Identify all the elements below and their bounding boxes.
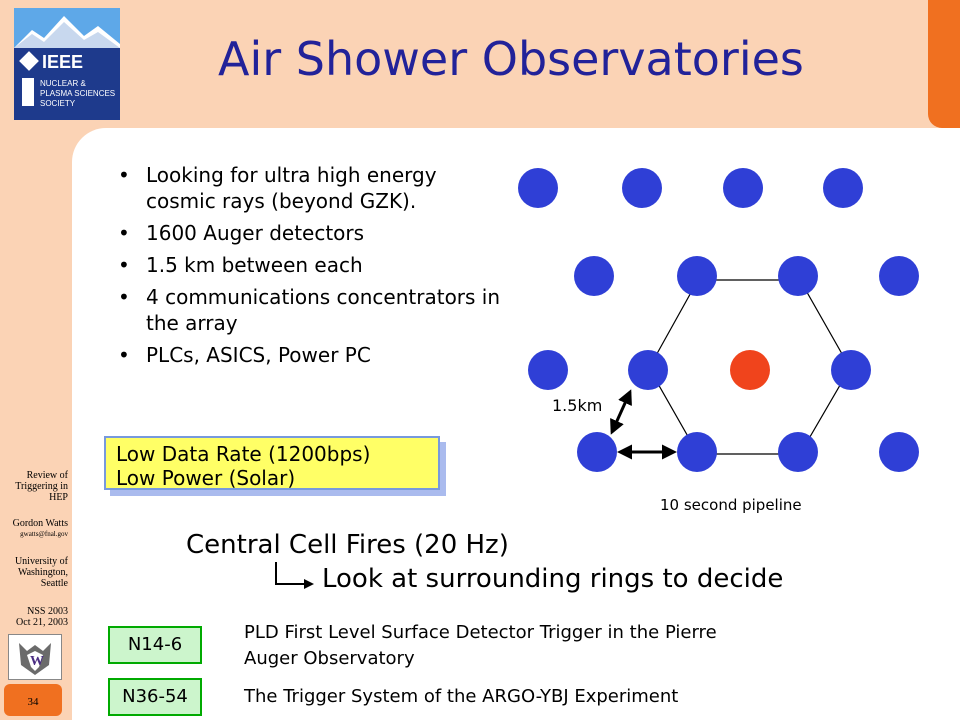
institution-line: University of [14, 556, 68, 567]
detector-node [577, 432, 617, 472]
conference-name: NSS 2003 [27, 606, 68, 617]
detector-node [778, 256, 818, 296]
bullet-item: • Looking for ultra high energy cosmic rays (beyond GZK). [112, 162, 502, 214]
reference-title-line: Auger Observatory [244, 648, 415, 669]
svg-text:W: W [30, 654, 44, 669]
callout-line: Low Power (Solar) [116, 466, 296, 490]
detector-node [879, 432, 919, 472]
detector-node [622, 168, 662, 208]
central-detector-node [730, 350, 770, 390]
bullet-item: • PLCs, ASICS, Power PC [112, 342, 502, 368]
author-name: Gordon Watts [12, 518, 68, 529]
detector-node [677, 432, 717, 472]
callout-line: Low Data Rate (1200bps) [116, 442, 371, 466]
reference-title [244, 620, 717, 672]
sidebar-line: Review of [26, 470, 68, 481]
svg-text:SOCIETY: SOCIETY [40, 99, 76, 108]
reference-title-line: PLD First Level Surface Detector Trigger in the Pierre [244, 622, 717, 643]
detector-node [518, 168, 558, 208]
reference-title-line: The Trigger System of the ARGO-YBJ Experiment [244, 686, 679, 707]
detector-node [628, 350, 668, 390]
reference-badge: N14-6 [108, 626, 202, 664]
reference-badge: N36-54 [108, 678, 202, 716]
detector-node [823, 168, 863, 208]
central-cell-text: Central Cell Fires (20 Hz) [186, 530, 509, 560]
trigger-flow-arrow [276, 562, 312, 584]
institution-line: Washington, [17, 567, 68, 578]
reference-title [244, 684, 678, 710]
slide-title: Air Shower Observatories [218, 32, 804, 86]
institution-line: Seattle [40, 578, 68, 589]
sidebar-line: Triggering in [15, 481, 68, 492]
surrounding-rings-text: Look at surrounding rings to decide [322, 564, 784, 594]
bullet-item: • 4 communications concentrators in the array [112, 284, 502, 336]
author-email: gwatts@fnal.gov [20, 530, 68, 538]
sidebar-line: HEP [49, 492, 68, 503]
svg-text:PLASMA SCIENCES: PLASMA SCIENCES [40, 89, 116, 98]
svg-text:IEEE: IEEE [42, 52, 84, 72]
detector-node [528, 350, 568, 390]
detector-node [778, 432, 818, 472]
distance-label: 1.5km [552, 396, 603, 415]
slide-number: 34 [4, 684, 62, 716]
bullet-item: • 1.5 km between each [112, 252, 502, 278]
detector-node [879, 256, 919, 296]
detector-node [677, 256, 717, 296]
conference-date: Oct 21, 2003 [16, 617, 68, 628]
diagonal-distance-arrow [612, 392, 630, 432]
svg-text:NUCLEAR &: NUCLEAR & [40, 79, 86, 88]
detector-node [574, 256, 614, 296]
detector-node [723, 168, 763, 208]
bullet-item: • 1600 Auger detectors [112, 220, 502, 246]
detector-node [831, 350, 871, 390]
pipeline-label: 10 second pipeline [660, 496, 802, 514]
